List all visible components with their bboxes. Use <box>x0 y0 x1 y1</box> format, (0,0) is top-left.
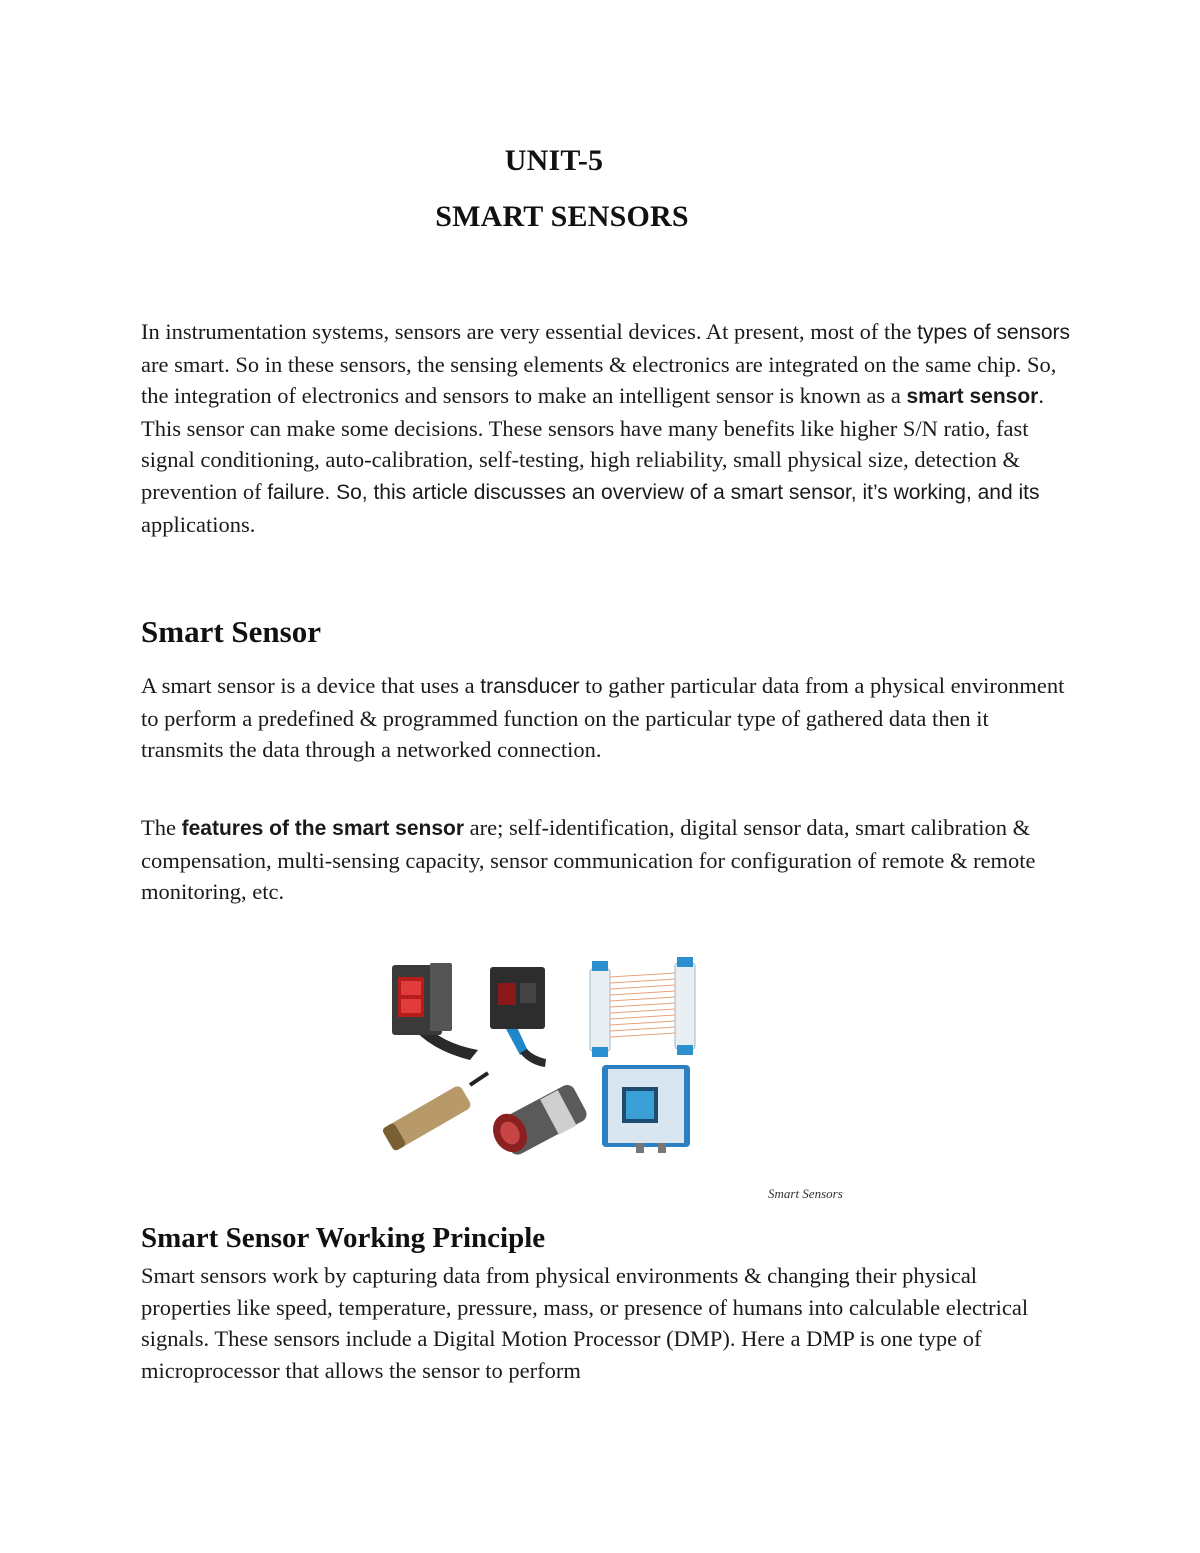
document-title: SMART SENSORS <box>435 200 689 233</box>
section-heading-working-principle: Smart Sensor Working Principle <box>141 1222 546 1254</box>
photoelectric-barrel-sensor-icon <box>486 1082 589 1158</box>
intro-text-2: are smart. So in these sensors, the sensing elements & electronics are integrated on the same chip. So, the integration of electronics and sensors to make an intelligent sensor is known as a <box>141 351 1057 409</box>
working-principle-paragraph: Smart sensors work by capturing data from physical environments & changing their physical properties like speed, temperature, pressure, mass, or presence of humans into calculable electrical signals. These sensors include a Digital Motion Processor (DMP). Here a DMP is one type of microprocessor that allows the sensor to perform <box>141 1263 1029 1383</box>
features-text-2: are; self-identification, digital sensor data, smart calibration & compensation, multi-sensing capacity, sensor communication for configuration of remote & remote monitoring, etc. <box>141 815 1036 905</box>
light-curtain-icon <box>590 957 695 1057</box>
intro-text-5: applications. <box>141 511 256 537</box>
photoelectric-sensor-black-icon <box>490 967 546 1067</box>
laser-distance-sensor-icon <box>602 1065 690 1153</box>
def-text-1: A smart sensor is a device that uses a <box>141 673 481 698</box>
def-text-2: to gather particular data from a physical environment to perform a predefined & programmed function on the particular type of gathered data then it transmits the data through a networked connection. <box>141 673 1065 763</box>
features-text-1: The <box>141 815 182 840</box>
types-of-sensors-link[interactable]: types of sensors <box>917 321 1070 344</box>
photoelectric-sensor-red-icon <box>392 963 478 1060</box>
smart-sensors-image <box>370 955 720 1160</box>
unit-title: UNIT-5 <box>504 144 604 177</box>
transducer-link[interactable]: transducer <box>480 675 580 698</box>
smart-sensor-bold: smart sensor <box>906 385 1039 409</box>
features-link[interactable]: features of the smart sensor <box>181 817 465 840</box>
section-heading-smart-sensor: Smart Sensor <box>141 614 321 649</box>
definition-paragraph <box>141 670 1071 766</box>
intro-text-1: In instrumentation systems, sensors are very essential devices. At present, most of the <box>141 319 918 344</box>
intro-text-3: . This sensor can make some decisions. These sensors have many benefits like higher S/N ratio, fast signal conditioning, auto-calibration, self-testing, high reliability, small physical size, detection & prevention of <box>141 383 1044 504</box>
proximity-sensor-cylinder-icon <box>382 1073 488 1152</box>
features-paragraph <box>141 812 1071 908</box>
intro-paragraph <box>141 316 1071 540</box>
figure-caption: Smart Sensors <box>768 1186 843 1201</box>
intro-text-4: failure. So, this article discusses an overview of a smart sensor, it’s working, and its <box>267 480 1040 504</box>
